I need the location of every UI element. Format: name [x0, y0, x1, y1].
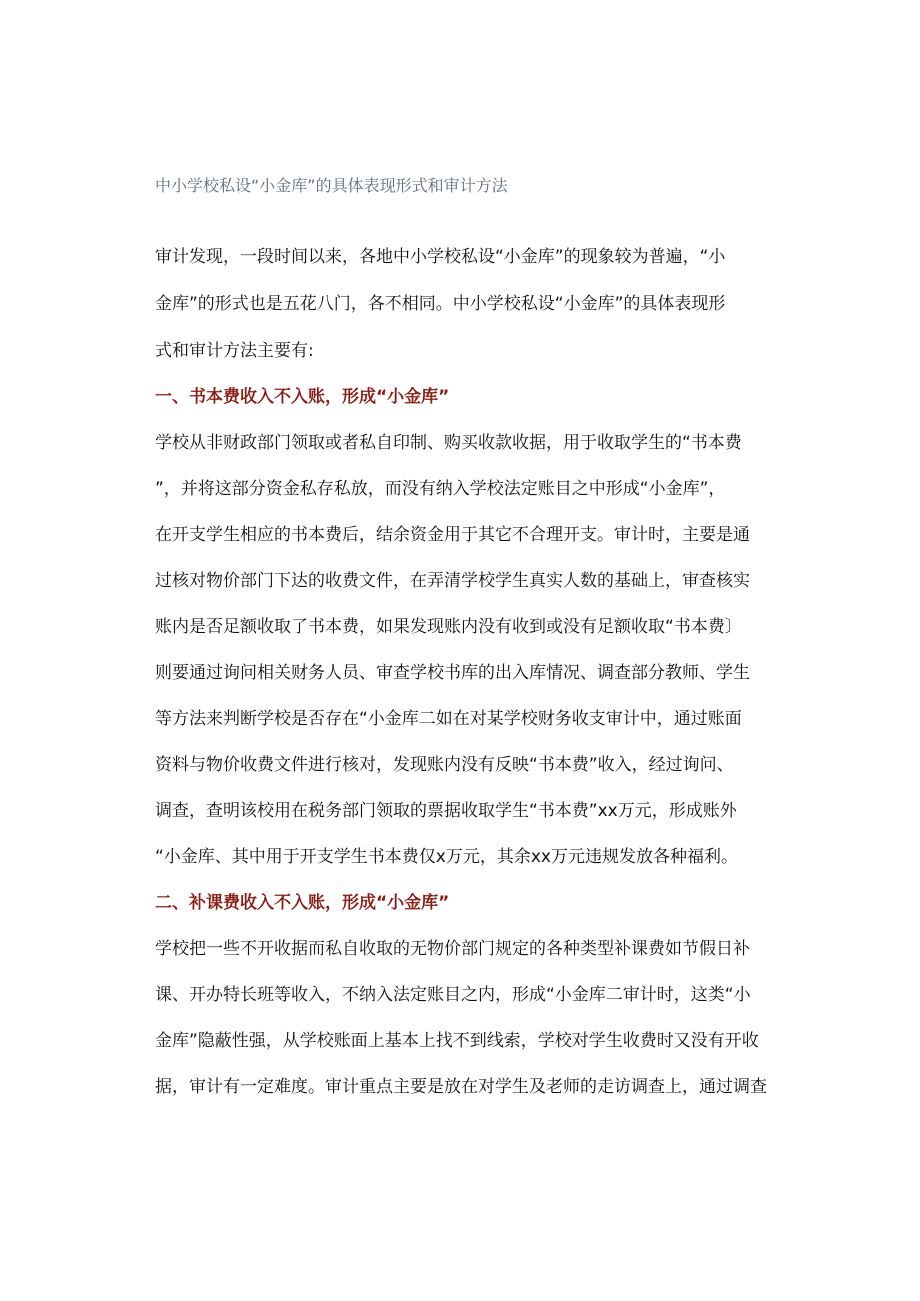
paragraph-line: 则要通过询问相关财务人员、审查学校书库的出入库情况、调查部分教师、学生: [155, 663, 750, 683]
paragraph-line: ”，并将这部分资金私存私放，而没有纳入学校法定账目之中形成“小金库”，: [155, 479, 726, 499]
paragraph-line: 账内是否足额收取了书本费，如果发现账内没有收到或没有足额收取“书本费〕: [155, 617, 742, 637]
paragraph-line: 资料与物价收费文件进行核对，发现账内没有反映“书本费”收入，经过询问、: [155, 755, 734, 775]
paragraph-line: 等方法来判断学校是否存在“小金库二如在对某学校财务收支审计中，通过账面: [155, 709, 742, 729]
intro-line: 式和审计方法主要有:: [155, 341, 314, 361]
paragraph-line: 据，审计有一定难度。审计重点主要是放在对学生及老师的走访调查上，通过调查: [155, 1077, 767, 1097]
paragraph-line: 金库”隐蔽性强，从学校账面上基本上找不到线索，学校对学生收费时又没有开收: [155, 1031, 759, 1051]
paragraph-line: 过核对物价部门下达的收费文件，在弄清学校学生真实人数的基础上，审查核实: [155, 571, 750, 591]
paragraph-line: 学校从非财政部门领取或者私自印制、购买收款收据，用于收取学生的“书本费: [155, 433, 742, 453]
paragraph-line: 课、开办特长班等收入，不纳入法定账目之内，形成“小金库二审计时，这类“小: [155, 985, 751, 1005]
section-heading: 一、书本费收入不入账，形成“小金库”: [155, 387, 450, 407]
section-heading: 二、补课费收入不入账，形成“小金库”: [155, 893, 450, 913]
paragraph-line: 调查，查明该校用在税务部门领取的票据收取学生“书本费”xx万元，形成账外: [155, 801, 737, 821]
document-title: 中小学校私设“小金库”的具体表现形式和审计方法: [155, 176, 508, 195]
intro-line: 审计发现，一段时间以来，各地中小学校私设“小金库”的现象较为普遍，“小: [155, 247, 726, 267]
intro-line: 金库”的形式也是五花八门，各不相同。中小学校私设“小金库”的具体表现形: [155, 294, 726, 314]
paragraph-line: 在开支学生相应的书本费后，结余资金用于其它不合理开支。审计时，主要是通: [155, 525, 750, 545]
paragraph-line: “小金库、其中用于开支学生书本费仅x万元，其余xx万元违规发放各种福利。: [155, 847, 738, 867]
paragraph-line: 学校把一些不开收据而私自收取的无物价部门规定的各种类型补课费如节假日补: [155, 939, 750, 959]
